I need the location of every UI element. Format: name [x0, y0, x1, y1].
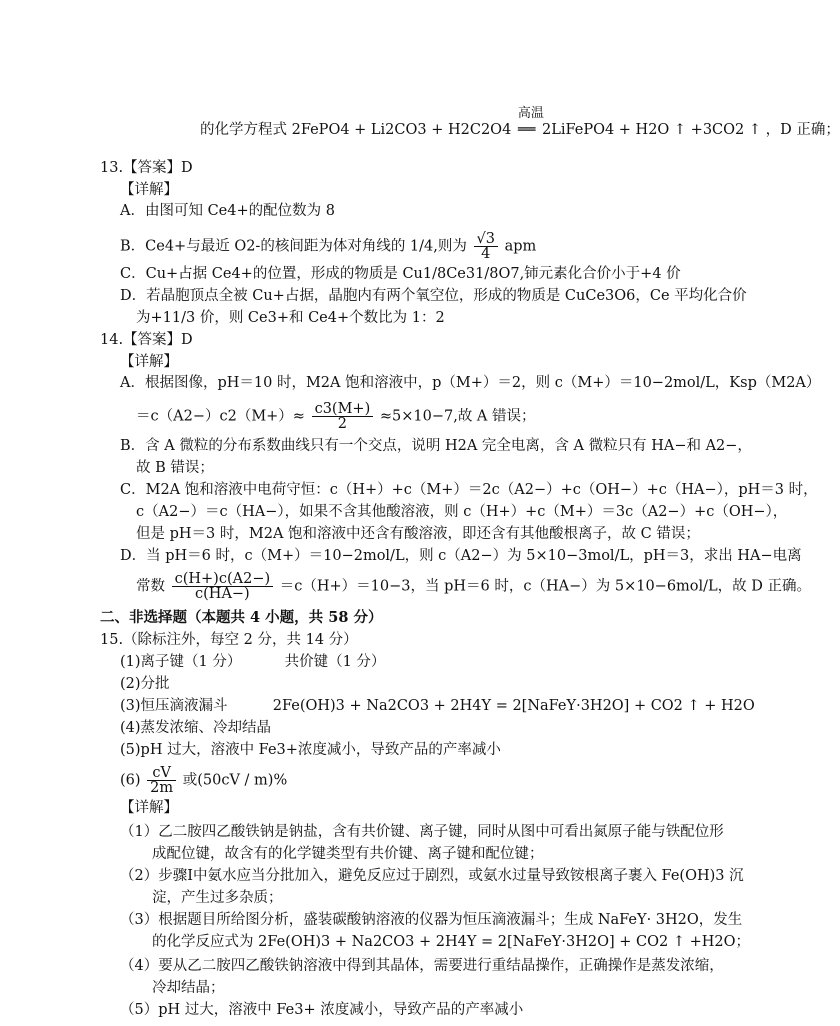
- q14-d2-prefix: 常数: [136, 578, 165, 595]
- q15-a3-formula: 2Fe(OH)3 + Na2CO3 + 2H4Y = 2[NaFeY·3H2O] + CO2 ↑ + H2O: [272, 698, 755, 714]
- q13-b-den: 4: [481, 246, 491, 262]
- q15-answer-1: [120, 652, 385, 672]
- q15-explain-4-line2: 冷却结晶；: [152, 980, 225, 996]
- condition-text: 高温: [517, 106, 544, 121]
- q14-a2-den: 2: [337, 416, 348, 432]
- top-formula-prefix: 的化学方程式: [200, 122, 287, 138]
- q15-a6-suffix: 或(50cV / m)%: [182, 772, 288, 789]
- q14-option-d-line1: D．当 pH＝6 时，c（M+）＝10−2mol/L，则 c（A2−）为 5×10−3mol/L，pH＝3，求出 HA−电离: [120, 548, 802, 564]
- q15-answer-6: [120, 766, 287, 795]
- q15-answer-3: [120, 696, 755, 716]
- q14-option-b-line1: B．含 A 微粒的分布系数曲线只有一个交点，说明 H2A 完全电离，含 A 微粒只有 HA−和 A2−，: [120, 438, 752, 454]
- q15-a1-first: (1)离子键（1 分）: [120, 654, 242, 670]
- q15-explain-1-line1: （1）乙二胺四乙酸铁钠是钠盐，含有共价键、离子键，同时从图中可看出氮原子能与铁配位形: [120, 824, 724, 840]
- q13-b-prefix: B．Ce4+与最近 O2-的核间距为体对角线的 1/4,则为: [120, 238, 467, 255]
- q15-a6-num: cV: [147, 766, 176, 781]
- q14-option-b-line2: 故 B 错误；: [136, 460, 214, 476]
- q15-a6-den: 2m: [150, 780, 174, 796]
- top-formula-line: [200, 106, 840, 140]
- q14-a2-suffix: ≈5×10−7,故 A 错误；: [379, 408, 536, 425]
- top-formula-suffix: ，D 正确；: [765, 122, 840, 138]
- q13-option-d-line2: 为+11/3 价，则 Ce3+和 Ce4+个数比为 1：2: [136, 310, 445, 326]
- q15-detail-label: 【详解】: [120, 800, 178, 816]
- q14-d2-den: c(HA−): [195, 586, 250, 602]
- q13-header: 13.【答案】D: [100, 160, 193, 176]
- q13-detail-label: 【详解】: [120, 182, 178, 198]
- q15-explain-1-line2: 成配位键，故含有的化学键类型有共价键、离子键和配位键；: [152, 846, 544, 862]
- q14-d2-fraction: [172, 572, 274, 601]
- q14-detail-label: 【详解】: [120, 354, 178, 370]
- top-formula-condition: 高温 ══: [517, 106, 544, 138]
- q15-a6-prefix: (6): [120, 772, 141, 789]
- q14-option-a-line1: A．根据图像，pH＝10 时，M2A 饱和溶液中，p（M+）＝2，则 c（M+）＝10−2mol/L，Ksp（M2A）: [120, 375, 821, 391]
- q14-option-c-line3: 但是 pH＝3 时，M2A 饱和溶液中还含有酸溶液，即还含有其他酸根离子，故 C 错误；: [136, 526, 700, 542]
- section-2-heading: 二、非选择题（本题共 4 小题，共 58 分）: [100, 609, 383, 626]
- q13-option-c: C．Cu+占据 Ce4+的位置，形成的物质是 Cu1/8Ce31/8O7,铈元素化合价小于+4 价: [120, 266, 681, 282]
- q13-b-num: √3: [474, 232, 498, 247]
- q15-explain-2-line1: （2）步骤Ⅰ中氨水应当分批加入，避免反应过于剧烈，或氨水过量导致铵根离子裹入 Fe(OH)3 沉: [120, 868, 744, 884]
- q15-explain-4-line1: （4）要从乙二胺四乙酸铁钠溶液中得到其晶体，需要进行重结晶操作，正确操作是蒸发浓缩，: [120, 958, 724, 974]
- q14-d2-num: c(H+)c(A2−): [172, 572, 274, 587]
- q15-header: 15.（除标注外，每空 2 分，共 14 分）: [100, 632, 358, 648]
- q14-d2-suffix: ＝c（H+）＝10−3，当 pH＝6 时，c（HA−）为 5×10−6mol/L，故 D 正确。: [279, 578, 812, 595]
- q15-explain-2-line2: 淀，产生过多杂质；: [152, 890, 283, 906]
- q15-a6-fraction: [147, 766, 176, 795]
- q15-a1-second: 共价键（1 分）: [284, 654, 386, 670]
- q15-e3-prefix: 的化学反应式为: [152, 934, 254, 950]
- q14-header: 14.【答案】D: [100, 332, 193, 348]
- q15-explain-5: （5）pH 过大，溶液中 Fe3+ 浓度减小，导致产品的产率减小: [120, 1002, 524, 1018]
- top-formula-left: 2FePO4 + Li2CO3 + H2C2O4: [291, 122, 512, 138]
- q14-option-c-line1: C．M2A 饱和溶液中电荷守恒：c（H+）+c（M+）＝2c（A2−）+c（OH−）+c（HA−），pH＝3 时，: [120, 482, 818, 498]
- q13-option-d-line1: D．若晶胞顶点全被 Cu+占据，晶胞内有两个氧空位，形成的物质是 CuCe3O6，Ce 平均化合价: [120, 288, 747, 304]
- q15-answer-2: (2)分批: [120, 676, 170, 692]
- q15-a3-label: (3)恒压滴液漏斗: [120, 698, 228, 714]
- q13-option-b: [120, 232, 536, 261]
- q14-a2-num: c3(M+): [312, 402, 374, 417]
- q15-answer-4: (4)蒸发浓缩、冷却结晶: [120, 720, 272, 736]
- top-formula-right: 2LiFePO4 + H2O ↑ +3CO2 ↑: [541, 122, 762, 138]
- q14-option-c-line2: c（A2−）＝c（HA−），如果不含其他酸溶液，则 c（H+）+c（M+）＝3c（A2−）+c（OH−），: [136, 504, 788, 520]
- q14-a2-fraction: [312, 402, 374, 431]
- q15-e3-formula: 2Fe(OH)3 + Na2CO3 + 2H4Y = 2[NaFeY·3H2O] + CO2 ↑ +H2O；: [258, 934, 751, 950]
- q14-a2-prefix: ＝c（A2−）c2（M+）≈: [136, 408, 305, 425]
- q14-option-d-line2: [136, 572, 811, 601]
- q15-explain-3-line1: （3）根据题目所给图分析，盛装碳酸钠溶液的仪器为恒压滴液漏斗；生成 NaFeY· 3H2O，发生: [120, 912, 743, 928]
- q13-b-fraction: [474, 232, 498, 261]
- q15-answer-5: (5)pH 过大，溶液中 Fe3+浓度减小，导致产品的产率减小: [120, 742, 501, 758]
- q13-b-unit: apm: [504, 238, 537, 255]
- q14-option-a-line2: [136, 402, 536, 431]
- q13-option-a: A．由图可知 Ce4+的配位数为 8: [120, 203, 335, 219]
- q15-explain-3-line2: [152, 932, 750, 952]
